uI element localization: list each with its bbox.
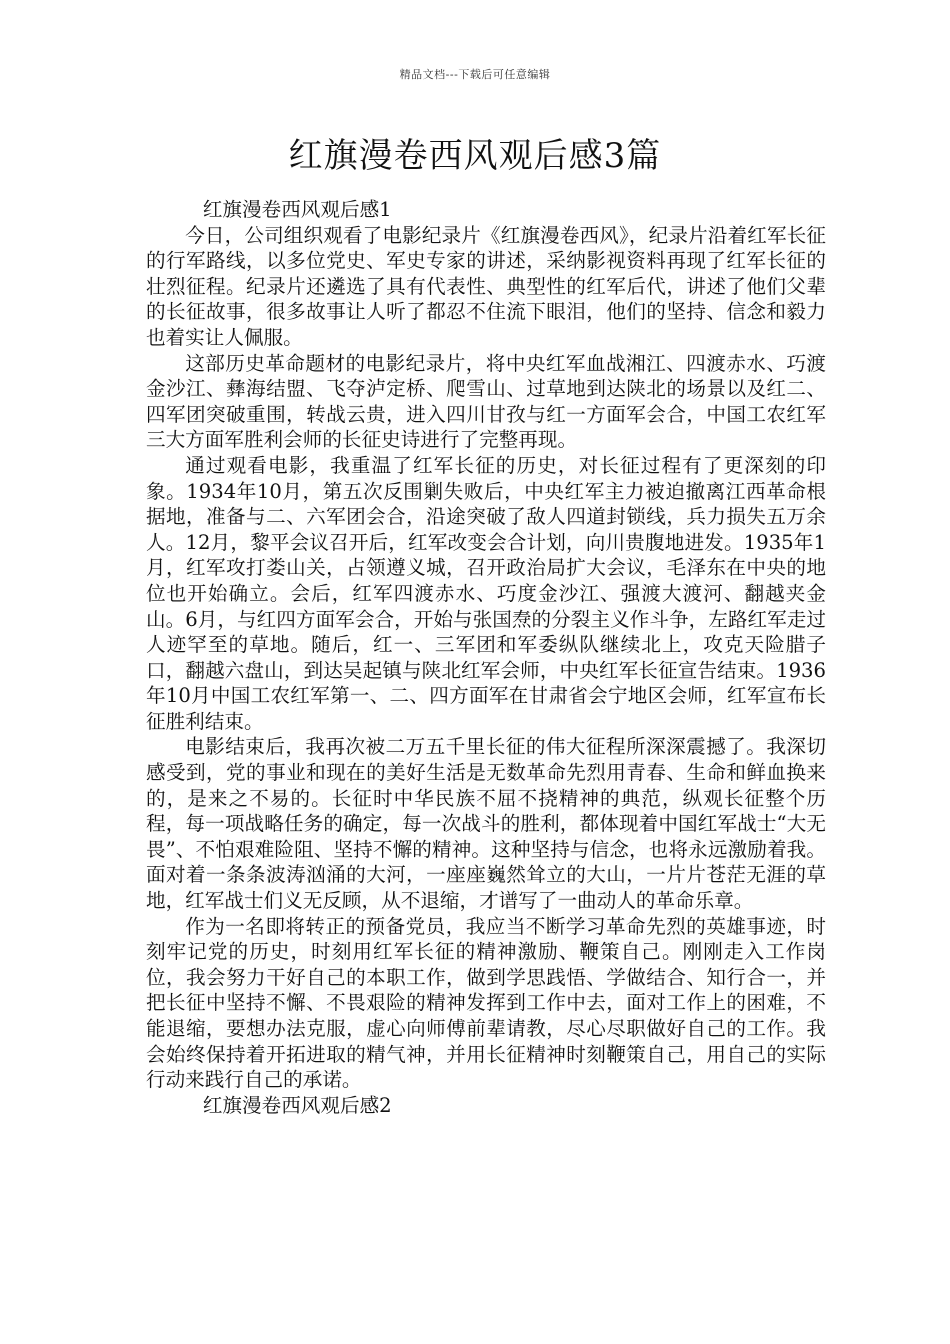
section-2-title: 红旗漫卷西风观后感2	[202, 1093, 392, 1117]
paragraph: 电影结束后，我再次被二万五千里长征的伟大征程所深深震撼了。我深切感受到，党的事业和现在的美好生活是无数革命先烈用青春、生命和鲜血换来的，是来之不易的。长征时中华民族不屈不挠精神的典范，纵观长征整个历程，每一项战略任务的确定，每一次战斗的胜利，都体现着中国红军战士“大无畏”、不怕艰难险阻、坚持不懈的精神。这种坚持与信念，也将永远激励着我。面对着一条条波涛汹涌的大河，一座座巍然耸立的大山，一片片苍茫无涯的草地，红军战士们义无反顾，从不退缩，才谱写了一曲动人的革命乐章。	[146, 735, 826, 913]
document-body	[146, 197, 826, 1118]
paragraph: 这部历史革命题材的电影纪录片，将中央红军血战湘江、四渡赤水、巧渡金沙江、彝海结盟、飞夺泸定桥、爬雪山、过草地到达陕北的场景以及红二、四军团突破重围，转战云贵，进入四川甘孜与红一方面军会合，中国工农红军三大方面军胜利会师的长征史诗进行了完整再现。	[146, 351, 826, 452]
section-1-title: 红旗漫卷西风观后感1	[202, 198, 392, 221]
header-note: 精品文档---下载后可任意编辑	[399, 68, 551, 81]
paragraph: 通过观看电影，我重温了红军长征的历史，对长征过程有了更深刻的印象。1934年10月，第五次反围剿失败后，中央红军主力被迫撤离江西革命根据地，准备与二、六军团会合，沿途突破了敌人四道封锁线，兵力损失五万余人。12月，黎平会议召开后，红军改变会合计划，向川贵腹地进发。1935年1月，红军攻打娄山关，占领遵义城，召开政治局扩大会议，毛泽东在中央的地位也开始确立。会后，红军四渡赤水、巧度金沙江、强渡大渡河、翻越夹金山。6月，与红四方面军会合，开始与张国焘的分裂主义作斗争，左路红军走过人迹罕至的草地。随后，红一、三军团和军委纵队继续北上，攻克天险腊子口，翻越六盘山，到达吴起镇与陕北红军会师，中央红军长征宣告结束。1936年10月中国工农红军第一、二、四方面军在甘肃省会宁地区会师，红军宣布长征胜利结束。	[146, 453, 826, 733]
paragraph: 作为一名即将转正的预备党员，我应当不断学习革命先烈的英雄事迹，时刻牢记党的历史，时刻用红军长征的精神激励、鞭策自己。刚刚走入工作岗位，我会努力干好自己的本职工作，做到学思践悟、学做结合、知行合一，并把长征中坚持不懈、不畏艰险的精神发挥到工作中去，面对工作上的困难，不能退缩，要想办法克服，虚心向师傅前辈请教，尽心尽职做好自己的工作。我会始终保持着开拓进取的精气神，并用长征精神时刻鞭策自己，用自己的实际行动来践行自己的承诺。	[146, 914, 826, 1092]
document-title: 红旗漫卷西风观后感3篇	[288, 136, 662, 176]
paragraph: 今日，公司组织观看了电影纪录片《红旗漫卷西风》，纪录片沿着红军长征的行军路线，以多位党史、军史专家的讲述，采纳影视资料再现了红军长征的壮烈征程。纪录片还遴选了具有代表性、典型性的红军后代，讲述了他们父辈的长征故事，很多故事让人听了都忍不住流下眼泪，他们的坚持、信念和毅力也着实让人佩服。	[146, 223, 826, 349]
